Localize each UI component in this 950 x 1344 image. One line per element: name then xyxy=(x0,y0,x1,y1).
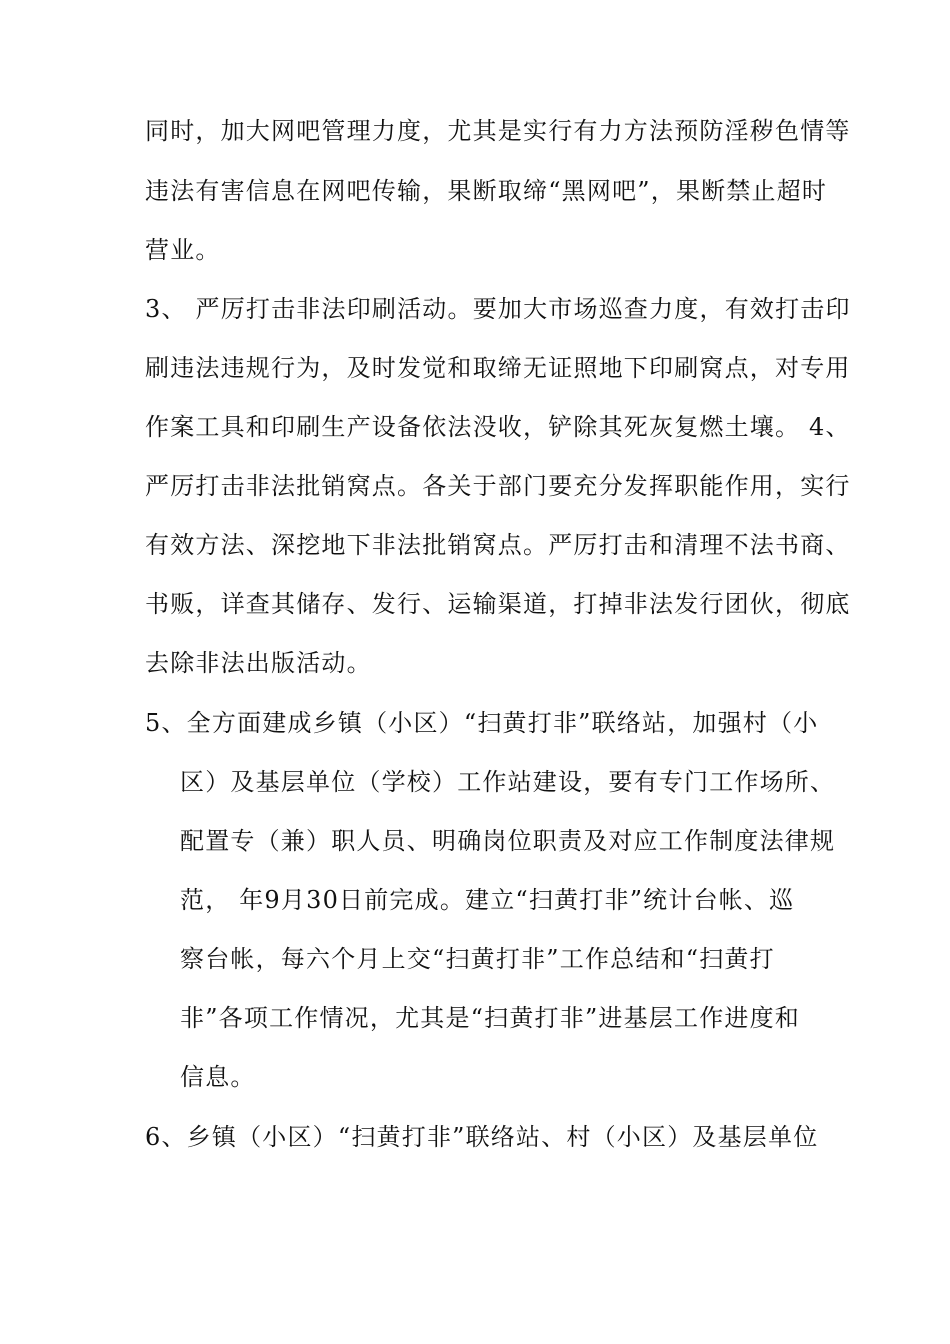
paragraph-line: 有效方法、深挖地下非法批销窝点。严厉打击和清理不法书商、 xyxy=(145,531,851,559)
paragraph-line: 去除非法出版活动。 xyxy=(145,649,372,677)
list-item-4-line: 作案工具和印刷生产设备依法没收，铲除其死灰复燃土壤。 4、 xyxy=(145,413,851,441)
paragraph-line: 同时，加大网吧管理力度，尤其是实行有力方法预防淫秽色情等 xyxy=(145,117,851,145)
paragraph-line: 书贩，详查其储存、发行、运输渠道，打掉非法发行团伙，彻底 xyxy=(145,590,851,618)
list-item-5-line: 5、全方面建成乡镇（小区）“扫黄打非”联络站，加强村（小 xyxy=(145,709,819,737)
paragraph-line: 非”各项工作情况，尤其是“扫黄打非”进基层工作进度和 xyxy=(180,1004,801,1032)
paragraph-line: 信息。 xyxy=(180,1063,256,1091)
paragraph-line: 营业。 xyxy=(145,236,221,264)
paragraph-line: 察台帐，每六个月上交“扫黄打非”工作总结和“扫黄打 xyxy=(180,945,775,973)
paragraph-line: 范， 年9月30日前完成。建立“扫黄打非”统计台帐、巡 xyxy=(180,886,795,914)
list-item-6-line: 6、乡镇（小区）“扫黄打非”联络站、村（小区）及基层单位 xyxy=(145,1123,819,1151)
paragraph-line: 严厉打击非法批销窝点。各关于部门要充分发挥职能作用，实行 xyxy=(145,472,851,500)
paragraph-line: 刷违法违规行为，及时发觉和取缔无证照地下印刷窝点，对专用 xyxy=(145,354,851,382)
list-item-3-line: 3、 严厉打击非法印刷活动。要加大市场巡查力度，有效打击印 xyxy=(145,295,851,323)
paragraph-line: 违法有害信息在网吧传输，果断取缔“黑网吧”，果断禁止超时 xyxy=(145,177,828,205)
paragraph-line: 配置专（兼）职人员、明确岗位职责及对应工作制度法律规 xyxy=(180,827,836,855)
paragraph-line: 区）及基层单位（学校）工作站建设，要有专门工作场所、 xyxy=(180,768,836,796)
